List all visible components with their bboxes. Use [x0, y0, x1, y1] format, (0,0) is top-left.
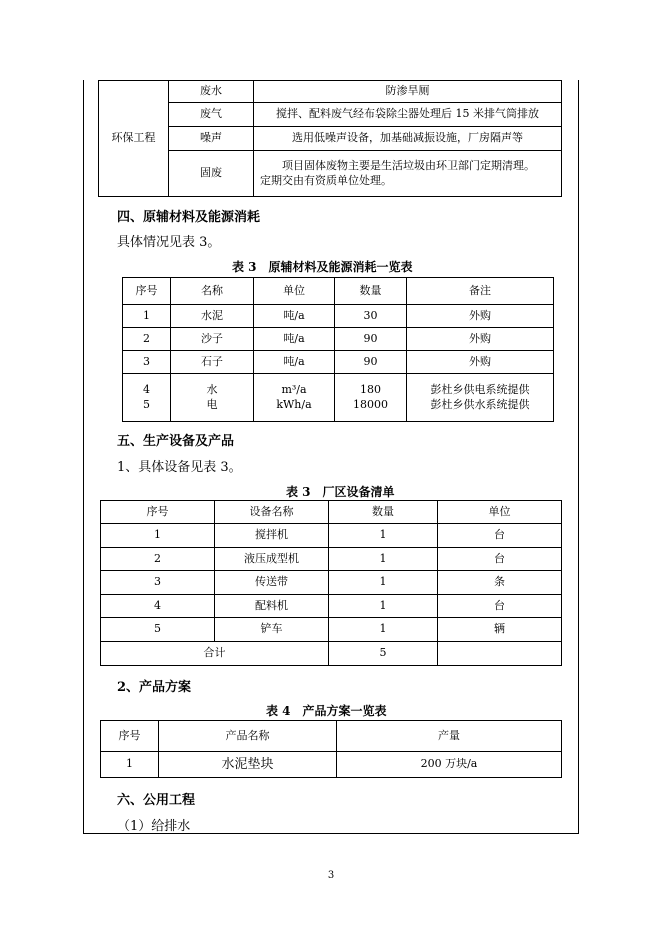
table-header-cell: 产量: [337, 721, 562, 752]
table-cell: [407, 374, 554, 422]
table-header-cell: 设备名称: [215, 501, 329, 524]
table-row: [123, 305, 554, 328]
table-cell: 2: [123, 328, 171, 351]
table-header-cell: 备注: [407, 278, 554, 305]
table-cell: 石子: [171, 351, 254, 374]
table-row: [101, 752, 562, 778]
table-cell: 搅拌机: [215, 524, 329, 548]
table-row: [123, 374, 554, 422]
table-cell: 外购: [407, 305, 554, 328]
section-heading: 六、公用工程: [117, 793, 196, 808]
env-item-cell: 废气: [169, 103, 254, 127]
env-measure-cell: [254, 151, 562, 197]
table-cell: 条: [438, 571, 562, 595]
cell-line: 180: [360, 382, 381, 396]
table-cell: 水泥垫块: [159, 752, 337, 778]
cell-line: 4: [143, 382, 150, 396]
env-measure-cell: 防渗旱厕: [254, 81, 562, 103]
table-cell: 台: [438, 524, 562, 548]
table-cell: 1: [329, 571, 438, 595]
table-cell: 吨/a: [254, 351, 335, 374]
cell-line: kWh/a: [276, 397, 312, 411]
section-subheading: 1、具体设备见表 3。: [117, 460, 242, 475]
table-header-cell: 序号: [101, 721, 159, 752]
table-cell: 铲车: [215, 618, 329, 642]
env-category-cell: 环保工程: [99, 81, 169, 197]
table-cell: 90: [335, 328, 407, 351]
cell-line: 水: [206, 382, 218, 396]
table-cell: 1: [101, 524, 215, 548]
table-header-cell: 数量: [329, 501, 438, 524]
table-header-cell: 单位: [438, 501, 562, 524]
table-cell: [123, 374, 171, 422]
table-cell: 200 万块/a: [337, 752, 562, 778]
env-measure-cell: 选用低噪声设备，加基础减振设施，厂房隔声等: [254, 127, 562, 151]
section-subheading: 2、产品方案: [117, 680, 192, 695]
table-cell: 3: [101, 571, 215, 595]
table-cell: 液压成型机: [215, 548, 329, 571]
table-cell: 吨/a: [254, 328, 335, 351]
table-total-row: [101, 642, 562, 666]
table-row: [123, 328, 554, 351]
table-header-cell: 数量: [335, 278, 407, 305]
table-cell: 30: [335, 305, 407, 328]
table-caption: 表 3 原辅材料及能源消耗一览表: [232, 260, 413, 274]
env-measure-line: 定期交由有资质单位处理。: [260, 173, 392, 187]
env-item-cell: 固废: [169, 151, 254, 197]
materials-table: [122, 277, 554, 422]
equipment-table: [100, 500, 562, 666]
total-label-cell: 合计: [101, 642, 329, 666]
cell-line: 彭杜乡供水系统提供: [430, 397, 530, 411]
cell-line: m³/a: [281, 382, 307, 396]
table-cell: 5: [101, 618, 215, 642]
table-cell: 辆: [438, 618, 562, 642]
cell-line: 18000: [353, 397, 388, 411]
table-cell: 1: [329, 524, 438, 548]
table-cell: 1: [101, 752, 159, 778]
section-intro: 具体情况见表 3。: [117, 235, 221, 250]
table-cell: [335, 374, 407, 422]
table-cell: 外购: [407, 328, 554, 351]
table-cell: 3: [123, 351, 171, 374]
section-heading: 四、原辅材料及能源消耗: [117, 210, 261, 225]
env-item-cell: 废水: [169, 81, 254, 103]
table-cell: [171, 374, 254, 422]
table-row: [101, 571, 562, 595]
env-measure-line: 项目固体废物主要是生活垃圾由环卫部门定期清理。: [282, 158, 535, 172]
table-cell: 1: [329, 595, 438, 618]
section-subheading: （1）给排水: [117, 819, 191, 834]
cell-line: 彭杜乡供电系统提供: [430, 382, 530, 396]
table-cell: 2: [101, 548, 215, 571]
table-row: [101, 595, 562, 618]
table-cell: 1: [329, 548, 438, 571]
section-heading: 五、生产设备及产品: [117, 434, 235, 449]
table-caption: 表 4 产品方案一览表: [266, 704, 387, 718]
env-measure-cell: 搅拌、配料废气经布袋除尘器处理后 15 米排气筒排放: [254, 103, 562, 127]
table-cell: [254, 374, 335, 422]
page-number: 3: [327, 870, 335, 881]
table-row: [101, 524, 562, 548]
table-header-cell: 序号: [101, 501, 215, 524]
table-header-cell: 产品名称: [159, 721, 337, 752]
table-cell: 传送带: [215, 571, 329, 595]
table-cell: 外购: [407, 351, 554, 374]
table-row: [101, 548, 562, 571]
table-cell: 1: [123, 305, 171, 328]
table-cell: 1: [329, 618, 438, 642]
table-cell: 台: [438, 595, 562, 618]
table-cell: 吨/a: [254, 305, 335, 328]
table-caption: 表 3 厂区设备清单: [286, 485, 395, 499]
table-cell: 4: [101, 595, 215, 618]
env-protection-table: [98, 80, 562, 197]
table-cell: 水泥: [171, 305, 254, 328]
table-row: [101, 618, 562, 642]
cell-line: 电: [206, 397, 218, 411]
table-cell: 配料机: [215, 595, 329, 618]
product-table: [100, 720, 562, 778]
table-cell: 沙子: [171, 328, 254, 351]
table-row: [123, 351, 554, 374]
table-header-cell: 序号: [123, 278, 171, 305]
cell-line: 5: [143, 397, 150, 411]
env-item-cell: 噪声: [169, 127, 254, 151]
table-header-cell: 名称: [171, 278, 254, 305]
table-cell: 台: [438, 548, 562, 571]
total-value-cell: 5: [329, 642, 438, 666]
table-cell: 90: [335, 351, 407, 374]
table-header-cell: 单位: [254, 278, 335, 305]
table-cell: [438, 642, 562, 666]
